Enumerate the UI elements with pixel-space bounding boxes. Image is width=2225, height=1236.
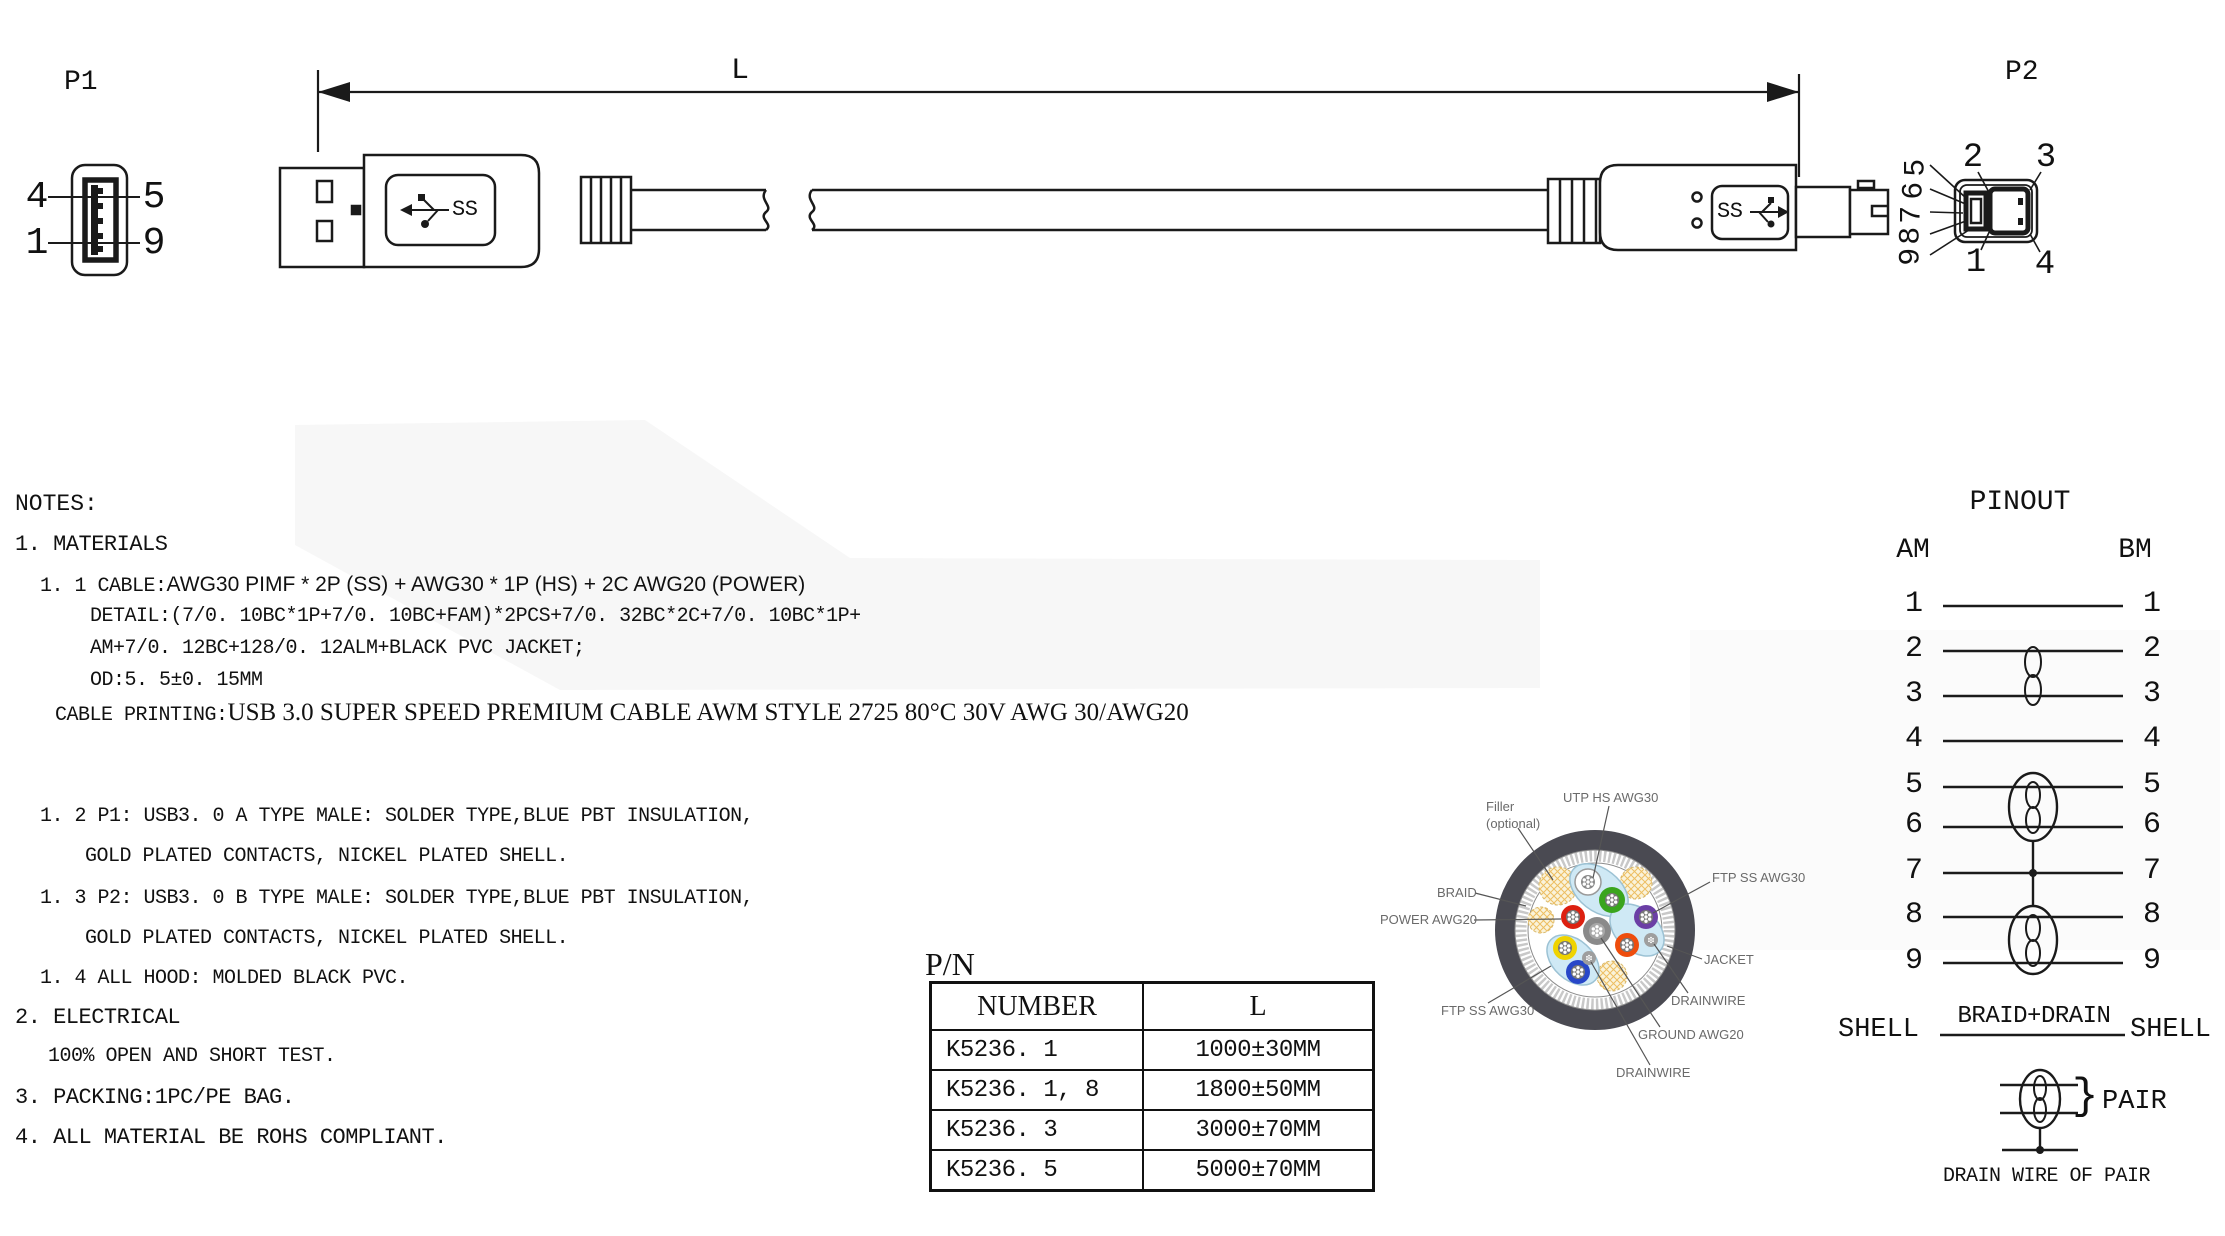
dimension-line-L bbox=[318, 70, 1799, 177]
pinout-shell-right: SHELL bbox=[2130, 1015, 2212, 1045]
p2-label: P2 bbox=[2005, 57, 2039, 88]
table-row bbox=[931, 1030, 1374, 1070]
note-1-1-cable bbox=[40, 574, 805, 597]
cable-run bbox=[631, 190, 1548, 230]
pinout-am-pin: 4 bbox=[1904, 722, 1923, 756]
pinout-bm-pin: 5 bbox=[2142, 768, 2161, 802]
pn-number-cell: K5236. 5 bbox=[931, 1150, 1144, 1191]
cs-ftp-right-label: FTP SS AWG30 bbox=[1712, 870, 1806, 885]
table-row bbox=[931, 1070, 1374, 1110]
p2-pin-4-label: 4 bbox=[2034, 246, 2056, 284]
pair-brace: } bbox=[2072, 1072, 2099, 1122]
note-3-packing: 3. PACKING:1PC/PE BAG. bbox=[15, 1085, 295, 1110]
pinout-am-pin: 1 bbox=[1904, 587, 1923, 621]
cs-filler-label: Filler bbox=[1486, 799, 1515, 814]
note-1-1-detail: DETAIL:(7/0. 10BC*1P+7/0. 10BC+FAM)*2PCS+7/0. 32BC*2C+7/0. 10BC*1P+ bbox=[90, 605, 861, 628]
note-4-rohs: 4. ALL MATERIAL BE ROHS COMPLIANT. bbox=[15, 1125, 447, 1150]
p2-pin-3-label: 3 bbox=[2035, 139, 2057, 177]
p2-pin-2-label: 2 bbox=[1962, 139, 1984, 177]
cable-printing-label: CABLE PRINTING: bbox=[55, 704, 228, 727]
note-2-1: 100% OPEN AND SHORT TEST. bbox=[48, 1045, 336, 1068]
pn-col-number: NUMBER bbox=[931, 983, 1144, 1031]
pinout-am-pin: 2 bbox=[1904, 632, 1923, 666]
note-1-1-am: AM+7/0. 12BC+128/0. 12ALM+BLACK PVC JACKET; bbox=[90, 637, 585, 660]
note-1-materials: 1. MATERIALS bbox=[15, 532, 168, 557]
note-1-4: 1. 4 ALL HOOD: MOLDED BLACK PVC. bbox=[40, 967, 409, 990]
pinout-am-pin: 9 bbox=[1904, 944, 1923, 978]
cs-ground-label: GROUND AWG20 bbox=[1638, 1027, 1744, 1042]
cs-drainwire-right-label: DRAINWIRE bbox=[1671, 993, 1746, 1008]
p2-pin-7-label: 7 bbox=[1895, 205, 1930, 224]
drain-wire-of-pair-label: DRAIN WIRE OF PAIR bbox=[1943, 1165, 2151, 1188]
p1-label: P1 bbox=[64, 67, 98, 98]
note-1-1-value: AWG30 PIMF * 2P (SS) + AWG30 * 1P (HS) + 2C AWG20 (POWER) bbox=[166, 573, 806, 596]
dimension-label: L bbox=[730, 54, 749, 88]
note-2-electrical: 2. ELECTRICAL bbox=[15, 1005, 181, 1030]
pinout-bm-pin: 6 bbox=[2142, 808, 2161, 842]
pinout-bm-pin: 1 bbox=[2142, 587, 2161, 621]
table-row bbox=[931, 1110, 1374, 1150]
pinout-am-pin: 6 bbox=[1904, 808, 1923, 842]
cs-filler-optional-label: (optional) bbox=[1486, 816, 1541, 831]
cs-drainwire-bottom-label: DRAINWIRE bbox=[1616, 1065, 1691, 1080]
pn-number-cell: K5236. 3 bbox=[931, 1110, 1144, 1150]
p1-pin-9-label: 9 bbox=[142, 222, 166, 265]
cable-printing-value: USB 3.0 SUPER SPEED PREMIUM CABLE AWM STYLE 2725 80°C 30V AWG 30/AWG20 bbox=[227, 699, 1189, 726]
pn-length-cell: 3000±70MM bbox=[1143, 1110, 1374, 1150]
note-cable-printing bbox=[55, 700, 1189, 726]
cs-ftp-left-label: FTP SS AWG30 bbox=[1441, 1003, 1535, 1018]
pair-label: PAIR bbox=[2102, 1087, 2167, 1117]
note-1-2a: 1. 2 P1: USB3. 0 A TYPE MALE: SOLDER TYPE,BLUE PBT INSULATION, bbox=[40, 805, 754, 828]
p2-pin-8-label: 8 bbox=[1894, 226, 1929, 245]
p1-pin-5-label: 5 bbox=[142, 176, 166, 219]
usb-b-front-view bbox=[1930, 165, 2041, 255]
pn-title: P/N bbox=[925, 946, 975, 982]
pinout-bm-header: BM bbox=[2118, 535, 2152, 566]
cs-utp-label: UTP HS AWG30 bbox=[1563, 790, 1659, 805]
pinout-am-pin: 7 bbox=[1904, 854, 1923, 888]
table-row bbox=[931, 1150, 1374, 1191]
pinout-shell-left: SHELL bbox=[1838, 1015, 1920, 1045]
note-1-1-label: 1. 1 CABLE: bbox=[40, 575, 167, 598]
pinout-bm-pin: 2 bbox=[2142, 632, 2161, 666]
pinout-title: PINOUT bbox=[1969, 487, 2071, 518]
pn-number-cell: K5236. 1 bbox=[931, 1030, 1144, 1070]
pinout-bm-pin: 3 bbox=[2142, 677, 2161, 711]
cs-jacket-label: JACKET bbox=[1704, 952, 1754, 967]
p2-pin-1-label: 1 bbox=[1965, 244, 1987, 282]
p2-pin-6-label: 6 bbox=[1897, 181, 1932, 200]
pinout-am-pin: 3 bbox=[1904, 677, 1923, 711]
notes-title: NOTES: bbox=[15, 491, 98, 517]
ss-logo-p2: SS bbox=[1717, 199, 1743, 224]
note-1-3b: GOLD PLATED CONTACTS, NICKEL PLATED SHELL. bbox=[85, 927, 569, 950]
note-1-1-od: OD:5. 5±0. 15MM bbox=[90, 669, 263, 692]
pinout-am-header: AM bbox=[1896, 535, 1930, 566]
ss-logo-p1: SS bbox=[452, 197, 478, 222]
pinout-bm-pin: 4 bbox=[2142, 722, 2161, 756]
p1-pin-4-label: 4 bbox=[25, 176, 49, 219]
pn-length-cell: 1000±30MM bbox=[1143, 1030, 1374, 1070]
pn-length-cell: 1800±50MM bbox=[1143, 1070, 1374, 1110]
p2-pin-5-label: 5 bbox=[1899, 158, 1934, 177]
p2-pin-9-label: 9 bbox=[1894, 247, 1929, 266]
pn-length-cell: 5000±70MM bbox=[1143, 1150, 1374, 1191]
pinout-am-pin: 5 bbox=[1904, 768, 1923, 802]
cs-braid-label: BRAID bbox=[1437, 885, 1477, 900]
pn-header-row bbox=[931, 983, 1374, 1031]
pn-col-l: L bbox=[1143, 983, 1374, 1031]
note-1-2b: GOLD PLATED CONTACTS, NICKEL PLATED SHELL. bbox=[85, 845, 569, 868]
pinout-bm-pin: 7 bbox=[2142, 854, 2161, 888]
pn-table bbox=[929, 981, 1375, 1192]
usb-a-front-view bbox=[48, 165, 140, 275]
pn-number-cell: K5236. 1, 8 bbox=[931, 1070, 1144, 1110]
pinout-bm-pin: 9 bbox=[2142, 944, 2161, 978]
pinout-braid-drain-label: BRAID+DRAIN bbox=[1957, 1003, 2111, 1030]
pinout-am-pin: 8 bbox=[1904, 898, 1923, 932]
cs-power-label: POWER AWG20 bbox=[1380, 912, 1478, 927]
note-1-3a: 1. 3 P2: USB3. 0 B TYPE MALE: SOLDER TYPE,BLUE PBT INSULATION, bbox=[40, 887, 754, 910]
pinout-bm-pin: 8 bbox=[2142, 898, 2161, 932]
p1-pin-1-label: 1 bbox=[25, 222, 49, 265]
watermark bbox=[295, 420, 2220, 950]
